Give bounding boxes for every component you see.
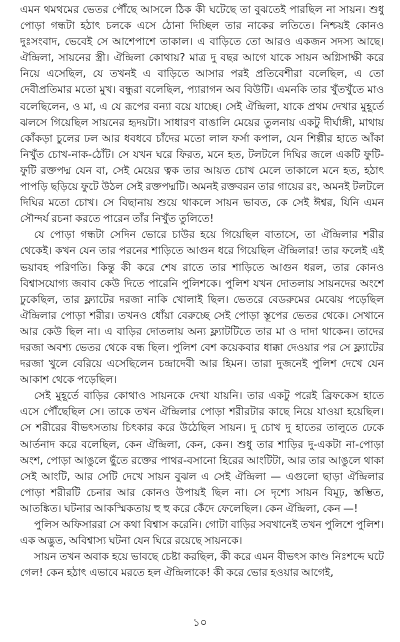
paragraph-5: সায়ন তখন অবাক হয়ে ভাবছে চেষ্টা করছিল, কী করে এমন বীভৎস কাণ্ড নিঃশব্দে ঘটে গেল! কেন হঠাৎ এভাবে মরতে হল ঐন্দ্রিলাকে! কী করে ভোর হওয়ার আগেই, bbox=[20, 551, 384, 580]
paragraph-3: সেই মুহূর্তে বাড়ির কোথাও সায়নকে দেখা যায়নি। তার একটু পরেই ব্রিফকেস হাতে এসে পৌঁছেছিল সে। তাকে তখন ঐন্দ্রিলার পোড়া শরীরটার কাছে নিয়ে যাওয়া হয়েছিল। সে শরীরের বীভৎসতায় চিৎকার করে উঠেছিল সায়ন। দু চোখ দু হাতের তালুতে ঢেকে আর্তনাদ করে বলেছিল, কেন ঐন্দ্রিলা, কেন, কেন। শুধু তার শাড়ির দু-একটা না-পোড়া অংশ, পোড়া আঙুলে ছুঁতে রক্তের পাথর-বসানো হিরের আংটিটা, আর তার আঙুলে থাকা সেই আংটি, আর সেটি দেখে সায়ন বুঝল এ সেই ঐন্দ্রিলা — এগুলো ছাড়া ঐন্দ্রিলার পোড়া শরীরটি চেনার আর কোনও উপায়ই ছিল না। সে দৃশ্যে সায়ন বিমূঢ়, স্তম্ভিত, আতঙ্কিত। ঘটনার আকস্মিকতায় হু হু করে কেঁদে ফেলেছিল। কেন ঐন্দ্রিলা, কেন —! bbox=[20, 390, 384, 515]
book-page-body bbox=[20, 2, 384, 598]
paragraph-1: এমন থমথমের ভেতর পৌঁছে আসলে ঠিক কী ঘটেছে তা বুঝতেই পারছিল না সায়ন। শুধু পোড়া গন্ধটা হঠাৎ চলকে এসে ঠোনা দিচ্ছিল তার নাকের লতিতে। নিশ্চয়ই কোনও দুঃসংবাদ, ভেবেই সে আশেপাশে তাকাল। এ বাড়িতে তো আরও একজন সদস্য আছে। ঐন্দ্রিলা, সায়নের স্ত্রী। ঐন্দ্রিলা কোথায়? মাত্র দু বছর আগে যাকে সায়ন অগ্নিসাক্ষী করে নিয়ে এসেছিল, যে তখনই এ বাড়িতে আসার পরই প্রতিবেশীরা বলেছিল, এ তো দেবীপ্রতিমার মতো মুখ। বন্ধুরা বলেছিল, প্যারাগন অব বিউটি। এমনকি তার খুঁতখুঁতে মাও বলেছিলেন, ও মা, এ যে রূপের বন্যা বয়ে যাচ্ছে। সেই ঐন্দ্রিলা, যাকে প্রথম দেখার মুহূর্তে ঝলসে গিয়েছিল সায়নের হৃদয়টা। সাধারণ বাঙালি মেয়ের তুলনায় একটু দীর্ঘাঙ্গী, মাথায় কোঁকড়া চুলের ঢল আর ধবধবে চাঁদের মতো লাল ফর্সা কপাল, যেন শিল্পীর হাতে আঁকা নিখুঁত চোখ-নাক-ঠোঁট। সে যখন ঘরে ফিরত, মনে হত, টলটলে দিঘির জলে একটি ফুটি-ফুটি রক্তপদ্ম যেন বা, সেই মেয়ের ত্বক তার আয়ত চোখ মেলে তাকালে মনে হত, হঠাৎ পাপড়ি ছড়িয়ে ফুটে উঠল সেই রক্তপদ্মটি। অমনই রক্তবরন তার গায়ের রং, অমনই টলটলে দিঘির মতো চোখ। সে বিছানায় শুয়ে থাকলে সায়ন ভাবত, কে সেই ঈশ্বর, যিনি এমন সৌন্দর্য রচনা করতে পারেন তাঁর নিখুঁত তুলিতে! bbox=[20, 4, 384, 226]
page-number: ১০ bbox=[192, 616, 208, 629]
paragraph-4: পুলিস অফিসাররা সে কথা বিশ্বাস করেনি। গোটা বাড়ির সবখানেই তখন পুলিশে পুলিশ। এক অদ্ভুত, অবিশ্বাস্য ঘটনা যেন ঘিরে রয়েছে সায়নকে। bbox=[20, 519, 384, 548]
paragraph-2: যে পোড়া গন্ধটা সেদিন ভোরে চাউর হয়ে গিয়েছিল বাতাসে, তা ঐন্দ্রিলার শরীর থেকেই। কখন যেন তার পরনের শাড়িতে আগুন ধরে গিয়েছিল ঐন্দ্রিলার! তার ফলেই এই ভয়াবহ পরিণতি। কিন্তু কী করে শেষ রাতে তার শাড়িতে আগুন ধরল, তার কোনও বিশ্বাসযোগ্য জবাব কেউ দিতে পারেনি পুলিশকে। পুলিশ যখন দোতলায় সায়নদের অংশে ঢুকেছিল, তার ফ্ল্যাটের দরজা নাকি খোলাই ছিল। ভেতরে বেডরুমের মেঝেয় পড়েছিল ঐন্দ্রিলার পোড়া শরীর। তখনও ধোঁয়া বেরুচ্ছে সেই পোড়া স্তূপের ভেতর থেকে। সেখানে আর কেউ ছিল না। এ বাড়ির দোতলায় অন্য ফ্ল্যাটটিতে তার মা ও দাদা থাকেন। তাদের দরজা অবশ্য ভেতর থেকে বন্ধ ছিল। পুলিশ বেশ কয়েকবার ধাক্কা দেওয়ার পর সে ফ্ল্যাটের দরজা খুলে বেরিয়ে এসেছিলেন চন্দ্রাদেবী আর হিমন। তারা দুজনেই পুলিশ দেখে যেন আকাশ থেকে পড়েছিল। bbox=[20, 229, 384, 387]
